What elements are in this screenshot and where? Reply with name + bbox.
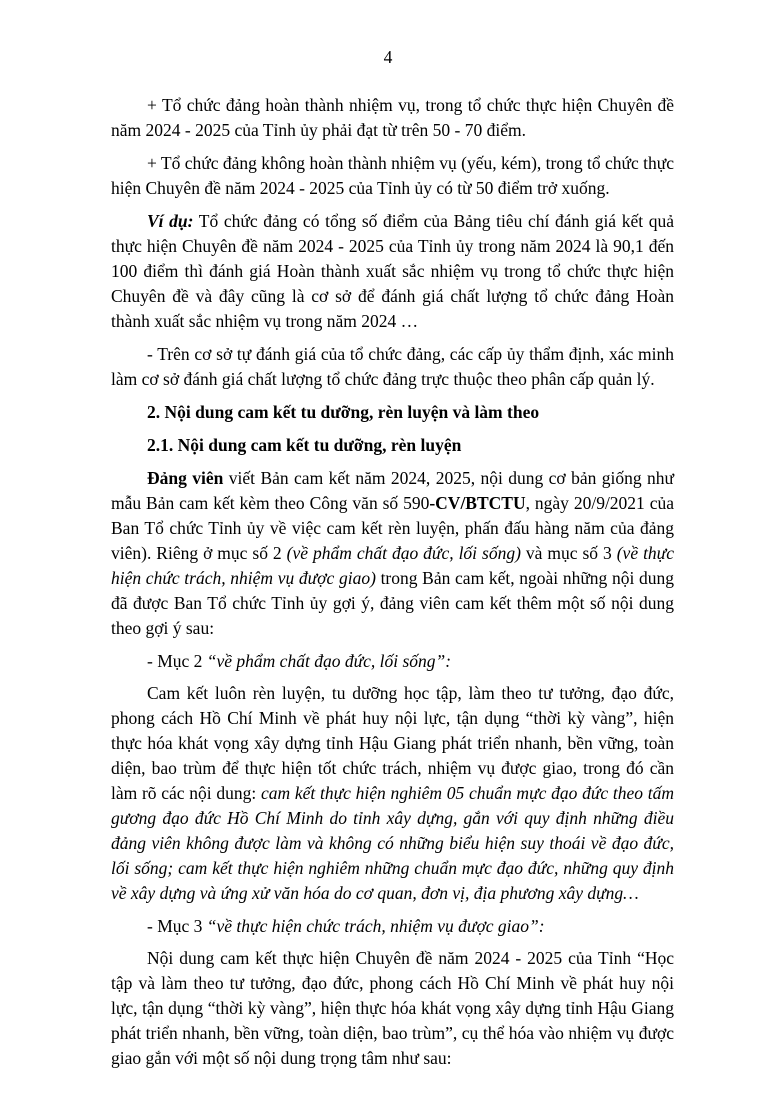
page-number: 4: [383, 47, 393, 67]
item-3-heading: [111, 914, 674, 939]
section-heading-2: 2. Nội dung cam kết tu dưỡng, rèn luyện và làm theo: [147, 402, 540, 422]
paragraph-completed-mission: + Tổ chức đảng hoàn thành nhiệm vụ, trong tổ chức thực hiện Chuyên đề năm 2024 - 2025 của Tỉnh ủy phải đạt từ trên 50 - 70 điểm.: [111, 95, 674, 140]
document-code: -CV/BTCTU: [429, 493, 526, 513]
party-member-text-c: , ngày 20/9/2021 của Ban Tổ chức Tỉnh ủy về việc cam kết rèn luyện, phấn đấu hàng năm của đảng viên). Riêng ở mục số 2: [111, 493, 675, 563]
paragraph-example: [111, 209, 674, 334]
item-2-heading: [111, 649, 674, 674]
paragraph-item-3-content: Nội dung cam kết thực hiện Chuyên đề năm 2024 - 2025 của Tỉnh “Học tập và làm theo tư tưởng, đạo đức, phong cách Hồ Chí Minh về phát huy nội lực, tận dụng “thời kỳ vàng”, hiện thực hóa khát vọng xây dựng tỉnh Hậu Giang phát triển nhanh, bền vững, toàn diện, bao trùm”, cụ thể hóa vào nhiệm vụ được giao gắn với một số nội dung trọng tâm như sau:: [111, 948, 674, 1068]
section-heading-2-1: 2.1. Nội dung cam kết tu dưỡng, rèn luyện: [147, 435, 462, 455]
commitment-italic-text: cam kết thực hiện nghiêm 05 chuẩn mực đạo đức theo tấm gương đạo đức Hồ Chí Minh do tỉnh xây dựng, gắn với quy định những điều đảng viên không được làm và không có những biểu hiện suy thoái về đạo đức, lối sống; cam kết thực hiện nghiêm những chuẩn mực đạo đức, những quy định về xây dựng và ứng xử văn hóa do cơ quan, đơn vị, địa phương xây dựng…: [111, 783, 674, 903]
document-body: [111, 93, 674, 1079]
paragraph-party-member: [111, 466, 674, 641]
party-member-text-g: trong Bản cam kết, ngoài những nội dung đã được Ban Tổ chức Tỉnh ủy gợi ý, đảng viên cam kết thêm một số nội dung theo gợi ý sau:: [111, 568, 674, 638]
item-2-prefix: - Mục 2: [147, 651, 207, 671]
party-member-label: Đảng viên: [147, 468, 224, 488]
party-member-text-e: và mục số 3: [520, 543, 617, 563]
paragraph-self-assessment: - Trên cơ sở tự đánh giá của tổ chức đảng, các cấp ủy thẩm định, xác minh làm cơ sở đánh giá chất lượng tổ chức đảng trực thuộc theo phân cấp quản lý.: [111, 344, 674, 389]
item-3-prefix: - Mục 3: [147, 916, 207, 936]
paragraph-not-completed: + Tổ chức đảng không hoàn thành nhiệm vụ (yếu, kém), trong tổ chức thực hiện Chuyên đề năm 2024 - 2025 của Tỉnh ủy có từ 50 điểm trở xuống.: [111, 153, 674, 198]
example-label: Ví dụ:: [147, 211, 194, 231]
paragraph-item-2-commitment: [111, 681, 674, 906]
item-2-title: “về phẩm chất đạo đức, lối sống”:: [206, 651, 452, 671]
example-text: Tổ chức đảng có tổng số điểm của Bảng tiêu chí đánh giá kết quả thực hiện Chuyên đề năm 2024 - 2025 của Tỉnh ủy trong năm 2024 là 90,1 đến 100 điểm thì đánh giá Hoàn thành xuất sắc nhiệm vụ trong tổ chức thực hiện Chuyên đề và đây cũng là cơ sở để đánh giá chất lượng tổ chức đảng Hoàn thành xuất sắc nhiệm vụ trong năm 2024 …: [111, 211, 674, 331]
item-2-note: (về phẩm chất đạo đức, lối sống): [286, 543, 521, 563]
item-3-note: (về thực hiện chức trách, nhiệm vụ được giao): [111, 543, 674, 588]
commitment-text: Cam kết luôn rèn luyện, tu dưỡng học tập, làm theo tư tưởng, đạo đức, phong cách Hồ Chí Minh về phát huy nội lực, tận dụng “thời kỳ vàng”, hiện thực hóa khát vọng xây dựng tỉnh Hậu Giang phát triển nhanh, bền vững, toàn diện, bao trùm để thực hiện tốt chức trách, nhiệm vụ được giao, trong đó cần làm rõ các nội dung:: [111, 683, 674, 803]
party-member-text-a: viết Bản cam kết năm 2024, 2025, nội dung cơ bản giống như mẫu Bản cam kết kèm theo Công văn số 590: [111, 468, 674, 513]
item-3-title: “về thực hiện chức trách, nhiệm vụ được giao”:: [206, 916, 545, 936]
